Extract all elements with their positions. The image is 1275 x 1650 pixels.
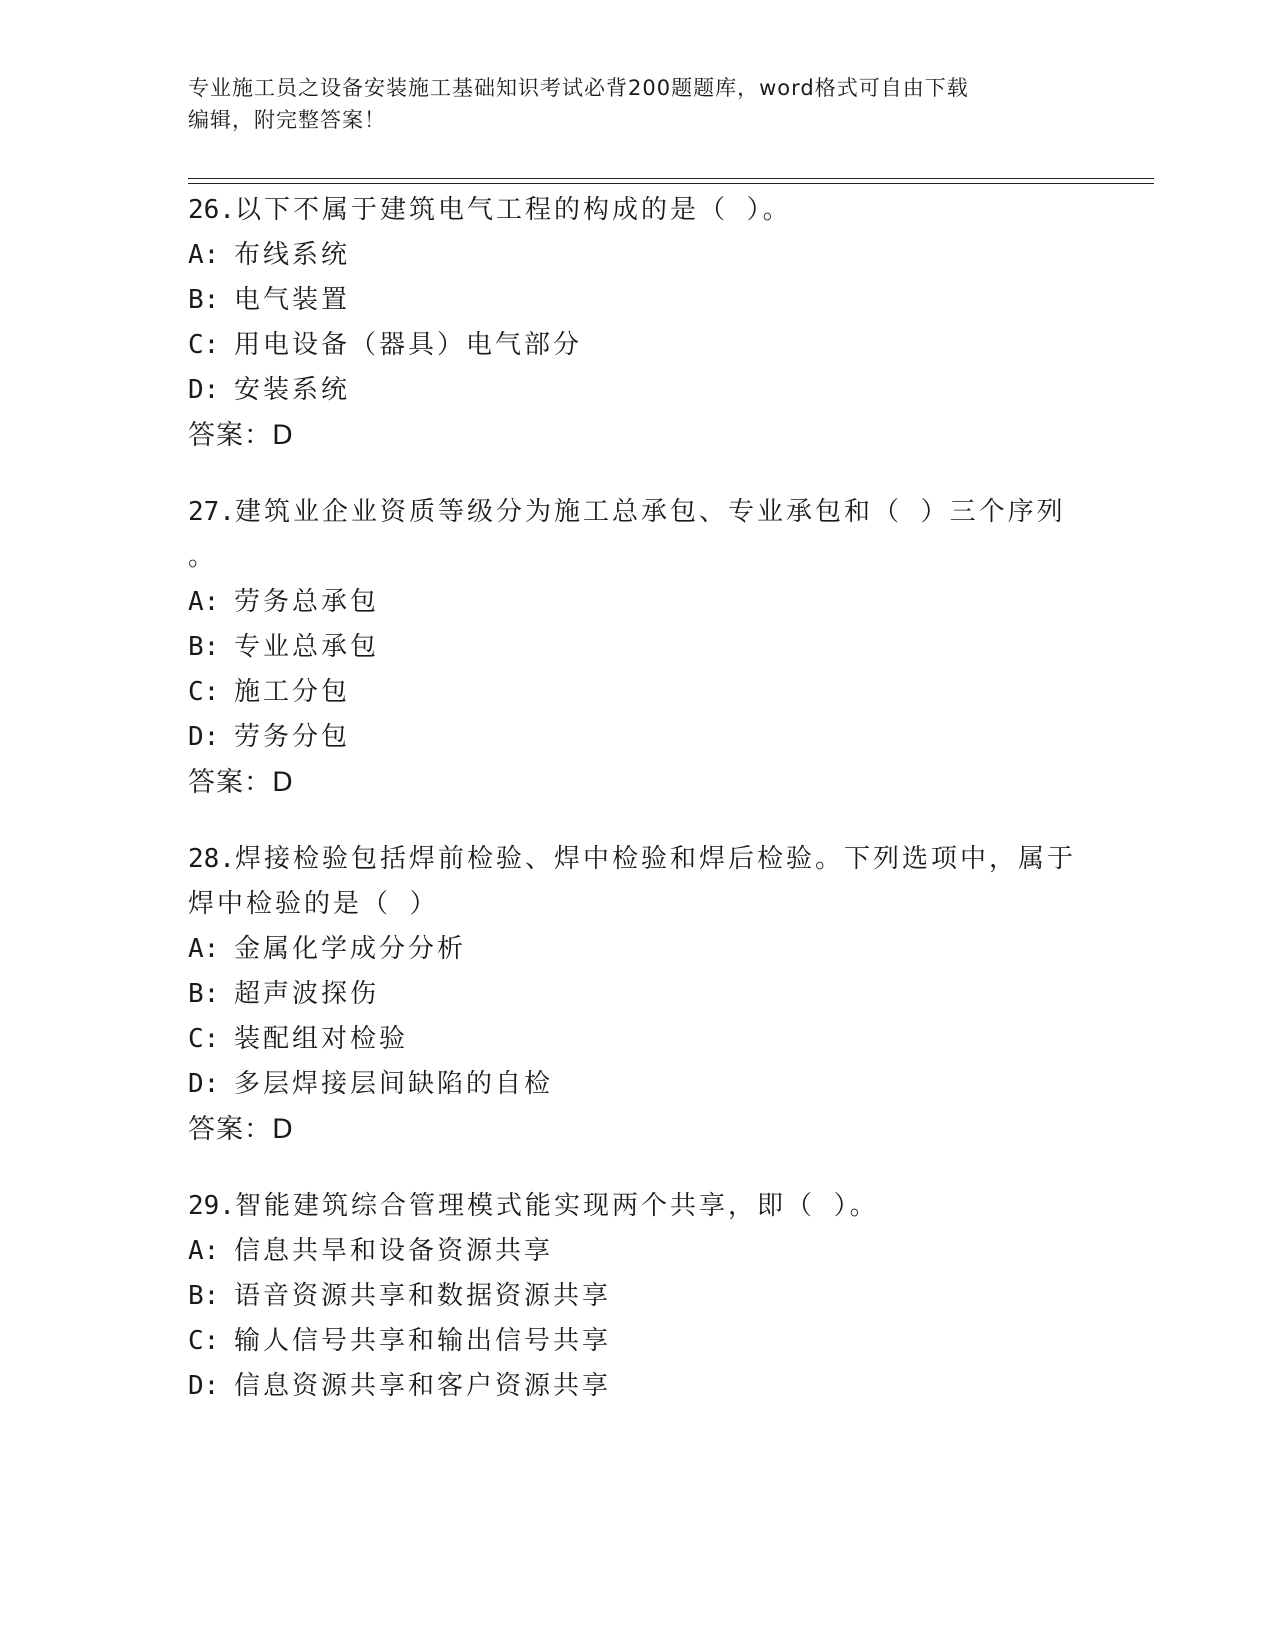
option-text: 金属化学成分分析 bbox=[234, 934, 467, 964]
question-number: 27. bbox=[188, 497, 235, 527]
header-divider-top bbox=[188, 178, 1154, 179]
header-line-2: 编辑，附完整答案！ bbox=[188, 108, 386, 132]
option-b bbox=[188, 625, 1088, 670]
header-line-1: 专业施工员之设备安装施工基础知识考试必背200题题库，word格式可自由下载 bbox=[188, 76, 969, 100]
option-a bbox=[188, 1229, 1088, 1274]
option-b bbox=[188, 972, 1088, 1017]
option-key: B: bbox=[188, 979, 220, 1009]
option-text: 电气装置 bbox=[234, 285, 351, 315]
option-c bbox=[188, 670, 1088, 715]
option-a bbox=[188, 927, 1088, 972]
option-key: B: bbox=[188, 1281, 220, 1311]
option-text: 装配组对检验 bbox=[234, 1024, 409, 1054]
answer-line: 答案：D bbox=[188, 767, 294, 798]
option-text: 语音资源共享和数据资源共享 bbox=[234, 1281, 612, 1311]
option-key: C: bbox=[188, 330, 220, 360]
option-key: D: bbox=[188, 375, 220, 405]
answer-line: 答案：D bbox=[188, 420, 294, 451]
question-26 bbox=[188, 188, 1088, 458]
option-text: 多层焊接层间缺陷的自检 bbox=[234, 1069, 554, 1099]
option-key: C: bbox=[188, 1024, 220, 1054]
option-d bbox=[188, 1062, 1088, 1107]
option-c bbox=[188, 323, 1088, 368]
question-text bbox=[188, 837, 1088, 882]
option-b bbox=[188, 278, 1088, 323]
question-body: 建筑业企业资质等级分为施工总承包、专业承包和（ ）三个序列 bbox=[234, 497, 1066, 527]
option-text: 用电设备（器具）电气部分 bbox=[234, 330, 583, 360]
document-header bbox=[188, 72, 1068, 136]
option-key: D: bbox=[188, 1069, 220, 1099]
option-text: 信息共旱和设备资源共享 bbox=[234, 1236, 554, 1266]
question-body: 焊接检验包括焊前检验、焊中检验和焊后检验。下列选项中，属于 bbox=[234, 844, 1076, 874]
option-a bbox=[188, 580, 1088, 625]
option-text: 专业总承包 bbox=[234, 632, 380, 662]
option-key: D: bbox=[188, 722, 220, 752]
option-key: D: bbox=[188, 1371, 220, 1401]
option-text: 劳务总承包 bbox=[234, 587, 380, 617]
question-29 bbox=[188, 1184, 1088, 1409]
question-number: 28. bbox=[188, 844, 235, 874]
option-text: 施工分包 bbox=[234, 677, 351, 707]
option-key: C: bbox=[188, 677, 220, 707]
question-text-continued: 焊中检验的是（ ） bbox=[188, 889, 439, 919]
option-text: 超声波探伤 bbox=[234, 979, 380, 1009]
question-text bbox=[188, 188, 1088, 233]
question-28 bbox=[188, 837, 1088, 1152]
option-key: B: bbox=[188, 285, 220, 315]
question-body: 以下不属于建筑电气工程的构成的是（ ）。 bbox=[234, 195, 792, 225]
option-key: A: bbox=[188, 1236, 220, 1266]
question-number: 29. bbox=[188, 1191, 235, 1221]
option-text: 安装系统 bbox=[234, 375, 351, 405]
option-text: 劳务分包 bbox=[234, 722, 351, 752]
option-text: 信息资源共享和客户资源共享 bbox=[234, 1371, 612, 1401]
question-text-continued: 。 bbox=[188, 542, 218, 572]
question-list bbox=[188, 188, 1088, 1441]
header-divider-bottom bbox=[188, 183, 1154, 184]
option-c bbox=[188, 1319, 1088, 1364]
option-key: A: bbox=[188, 934, 220, 964]
option-key: A: bbox=[188, 587, 220, 617]
option-d bbox=[188, 715, 1088, 760]
option-text: 布线系统 bbox=[234, 240, 351, 270]
option-key: C: bbox=[188, 1326, 220, 1356]
question-number: 26. bbox=[188, 195, 235, 225]
option-c bbox=[188, 1017, 1088, 1062]
option-text: 输人信号共享和输出信号共享 bbox=[234, 1326, 612, 1356]
option-d bbox=[188, 368, 1088, 413]
question-text bbox=[188, 490, 1088, 535]
option-d bbox=[188, 1364, 1088, 1409]
option-b bbox=[188, 1274, 1088, 1319]
question-27 bbox=[188, 490, 1088, 805]
option-key: A: bbox=[188, 240, 220, 270]
question-text bbox=[188, 1184, 1088, 1229]
answer-line: 答案：D bbox=[188, 1114, 294, 1145]
option-a bbox=[188, 233, 1088, 278]
option-key: B: bbox=[188, 632, 220, 662]
question-body: 智能建筑综合管理模式能实现两个共享，即（ ）。 bbox=[234, 1191, 879, 1221]
